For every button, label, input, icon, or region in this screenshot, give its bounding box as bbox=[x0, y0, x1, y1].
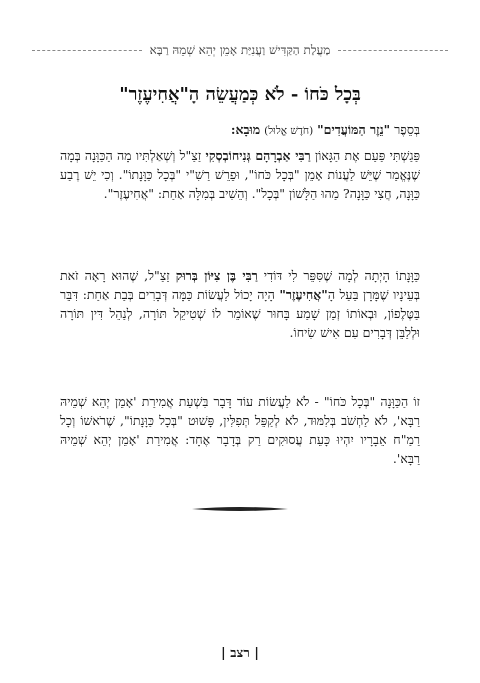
header-rule-left bbox=[32, 50, 142, 51]
paragraph-1-text-a: פַּגַשְׁתִּי פַּעַם אֶת הַגָּאוֹן bbox=[310, 148, 420, 163]
paragraph-1-text-c: זַצַ"ל וְשְׁאַלְתִּיו מָה הַכַּוָּנָה בְּמָה שֶׁנֶּאֱמַר שֶׁיֵּשׁ לַעֲנוֹת אָמֵן "בְּכָל כֹּחוֹ", וּפֵרֵשׁ רַשִׁ"י "בְּכָל כַּוָּנָתוֹ". וְכִי יֵשׁ רֶבַע כַּוָּנָה, חֲצִי כַּוָּנָה? מַהוּ הַלָּשׁוֹן "בְּכָל". וְהֵשִׁיב בְּמִלָּה אַחַת: "אֲחִיעֶזֶר". bbox=[60, 148, 420, 201]
paragraph-3-text: זוֹ הַכַּוָּנָה "בְּכָל כֹּחוֹ" - לֹא לַעֲשׂוֹת עוֹד דָּבָר בִּשְׁעַת אֲמִירַת 'אָמֵן יְהֵא שְׁמֵיהּ רַבָּא', לֹא לַחְשֹׁב בְּלִמּוּד, לֹא לְקַפֵּל תְּפִלִּין, פָּשׁוּט "בְּכָל כַּוָּנָתוֹ", שֶׁרֹאשׁוֹ וְכָל רַמַ"ח אֵבָרָיו יִהְיוּ כָּעֵת עֲסוּקִים רַק בְּדָבָר אֶחָד: אֲמִירַת 'אָמֵן יְהֵא שְׁמֵיהּ רַבָּא'. bbox=[60, 394, 420, 466]
paragraph-2-name: רַבִּי בֶּן צִיּוֹן בְּרוּק bbox=[175, 268, 258, 283]
paragraph-1-name: רַבִּי אַבְרָהָם גְּנִיחוֹבְסְקִי bbox=[205, 148, 311, 163]
paragraph-2 bbox=[60, 266, 420, 342]
paragraph-3 bbox=[60, 392, 420, 468]
paragraph-2-text-e: הָיָה יָכוֹל לַעֲשׂוֹת כַּמָּה דְּבָרִים בְּבַת אַחַת: דִּבֵּר בַּטֶּלֶפוֹן, וּבְאוֹתוֹ זְמַן שָׁמַע בָּחוּר שֶׁאוֹמֵר לוֹ שְׁטִיקֵל תּוֹרָה, לְנַהֵל דִּין תּוֹרָה וּלְלַבֵּן דְּבָרִים עִם אִישׁ שִׂיחוֹ. bbox=[60, 287, 420, 340]
source-book-name: "נֵזֶר הַמּוֹעֲדִים" bbox=[317, 122, 391, 137]
paragraph-2-text-c: זַצַ"ל, שֶׁהוּא רָאָה זֹאת בְּעֵינָיו שֶׁמָּרָן בַּעַל הָ bbox=[60, 268, 421, 302]
paragraph-2-book: "אֲחִיעֶזֶר" bbox=[279, 287, 328, 302]
page-number: | רצב | bbox=[221, 646, 259, 661]
source-suffix: מוּבָא: bbox=[230, 122, 261, 137]
header-rule-right bbox=[338, 50, 448, 51]
source-prefix: בְּסֵפֶר bbox=[394, 122, 420, 137]
running-header bbox=[32, 40, 448, 60]
paragraph-1 bbox=[60, 146, 420, 203]
article-title: בְּכָל כֹּחוֹ - לֹא כְּמַעֲשֵׂה הָ"אֲחִיעֶזֶר" bbox=[119, 84, 361, 105]
source-line bbox=[60, 122, 420, 139]
source-date: (חֹדֶשׁ אֱלוּל) bbox=[264, 125, 314, 137]
divider-ornament bbox=[190, 502, 290, 516]
header-text: מַעֲלַת הַקַּדִּישׁ וַעֲנִיַּת אָמֵן יְהֵא שְׁמֵהּ רַבָּא bbox=[149, 42, 331, 57]
paragraph-2-text-a: כַּוָּנָתוֹ הָיְתָה לְמָה שֶׁסִּפֵּר לִי דּוֹדִי bbox=[257, 268, 420, 283]
